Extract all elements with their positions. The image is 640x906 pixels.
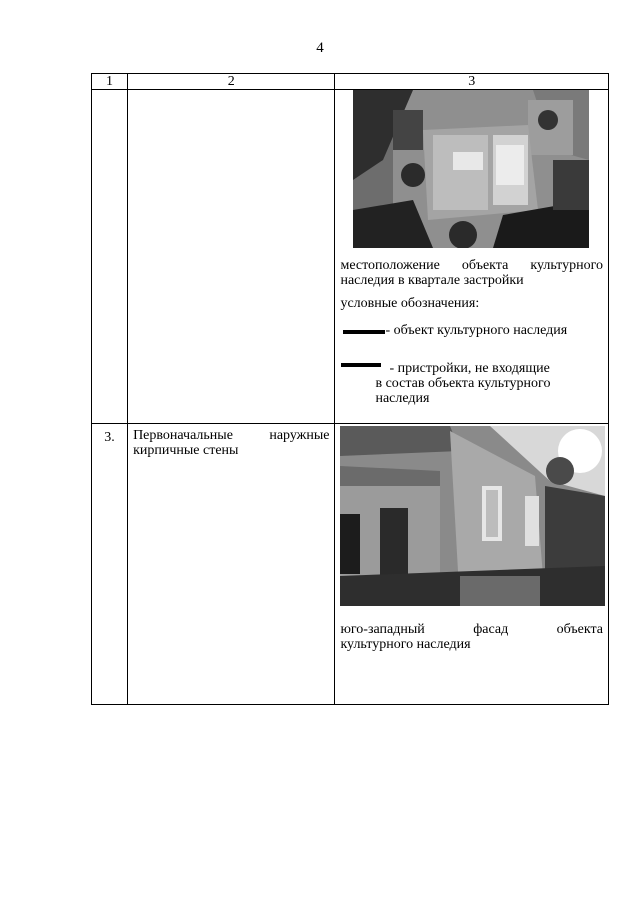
legend-label-line: в состав объекта культурного xyxy=(375,376,551,391)
row-illustration-cell xyxy=(335,90,609,424)
table-row xyxy=(92,424,609,705)
header-col-1: 1 xyxy=(92,74,128,90)
row-description xyxy=(128,90,335,424)
facade-photo xyxy=(340,426,605,606)
caption-line-2: культурного наследия xyxy=(340,637,471,652)
legend-item-extensions xyxy=(335,361,608,409)
photo-caption xyxy=(335,622,608,652)
heritage-table xyxy=(91,73,609,705)
row-number xyxy=(92,90,128,424)
header-col-2: 2 xyxy=(128,74,335,90)
header-col-3: 3 xyxy=(335,74,609,90)
legend-label xyxy=(375,361,595,406)
caption-line-1 xyxy=(340,622,603,637)
row-illustration-cell xyxy=(335,424,609,705)
caption-word: объекта xyxy=(556,622,603,637)
legend-line-swatch xyxy=(343,330,385,334)
legend-label-line: - пристройки, не входящие xyxy=(389,361,550,376)
aerial-site-photo xyxy=(353,90,589,248)
row-number: 3. xyxy=(92,424,128,705)
table-header-row xyxy=(92,74,609,90)
caption-word: юго-западный xyxy=(340,622,425,637)
row-description: Первоначальные наружные кирпичные стены xyxy=(128,424,335,705)
table-row xyxy=(92,90,609,424)
caption-word: фасад xyxy=(473,622,509,637)
page-number: 4 xyxy=(316,40,324,56)
legend-title: условные обозначения: xyxy=(340,296,480,311)
photo-caption: местоположение объекта культурного наследия в квартале застройки xyxy=(340,258,603,288)
legend-line-swatch xyxy=(341,363,381,367)
legend-label: - объект культурного наследия xyxy=(385,323,568,338)
legend-label-line: наследия xyxy=(375,391,430,406)
legend-item-heritage-object xyxy=(335,323,608,339)
